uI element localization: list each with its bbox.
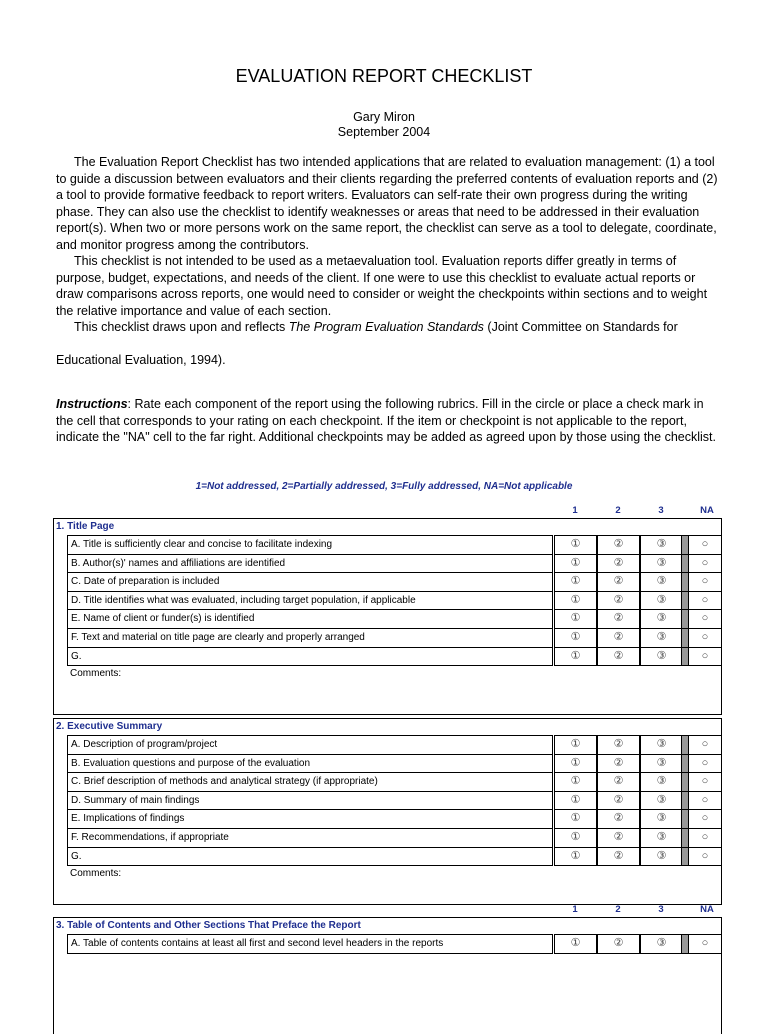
rating-3-cell[interactable]: ③ <box>640 754 683 774</box>
rating-2-cell[interactable]: ② <box>597 535 640 555</box>
instructions: Instructions: Rate each component of the report using the following rubrics. Fill in the circle or place a check mark in the cell that corresponds to your rating on each checkpoint. If the item or checkpoint is not applicable to the report, indicate the "NA" cell to the far right. Additional checkpoints may be added as agreed upon by those using the checklist. <box>56 397 716 444</box>
separator <box>681 535 689 555</box>
rating-na-cell[interactable]: ○ <box>688 772 722 792</box>
author: Gary Miron <box>353 110 415 124</box>
column-header-na: NA <box>700 904 714 915</box>
rating-2-cell[interactable]: ② <box>597 934 640 954</box>
rating-na-cell[interactable]: ○ <box>688 934 722 954</box>
rating-2-cell[interactable]: ② <box>597 591 640 611</box>
separator <box>681 847 689 867</box>
page-title: EVALUATION REPORT CHECKLIST <box>235 66 533 86</box>
rating-1-cell[interactable]: ① <box>554 772 597 792</box>
rating-2-cell[interactable]: ② <box>597 609 640 629</box>
column-header-2: 2 <box>615 904 621 915</box>
checkpoint-label: D. Summary of main findings <box>67 791 553 811</box>
checkpoint-label: A. Title is sufficiently clear and concise to facilitate indexing <box>67 535 553 555</box>
column-header-na: NA <box>700 505 714 516</box>
separator <box>681 828 689 848</box>
separator <box>681 791 689 811</box>
checkpoint-label: G. <box>67 847 553 867</box>
checkpoint-label: A. Table of contents contains at least all first and second level headers in the reports <box>67 934 553 954</box>
comments-label: Comments: <box>70 868 122 880</box>
rating-2-cell[interactable]: ② <box>597 735 640 755</box>
column-header-2: 2 <box>615 505 621 516</box>
date: September 2004 <box>337 125 431 139</box>
comments-label: Comments: <box>70 668 122 680</box>
rating-1-cell[interactable]: ① <box>554 735 597 755</box>
separator <box>681 754 689 774</box>
separator <box>681 572 689 592</box>
rating-3-cell[interactable]: ③ <box>640 647 683 667</box>
rating-3-cell[interactable]: ③ <box>640 554 683 574</box>
rating-na-cell[interactable]: ○ <box>688 791 722 811</box>
rating-3-cell[interactable]: ③ <box>640 572 683 592</box>
intro-paragraph-3: This checklist draws upon and reflects The Program Evaluation Standards (Joint Committee on Standards for <box>74 320 678 334</box>
rating-na-cell[interactable]: ○ <box>688 535 722 555</box>
separator <box>681 809 689 829</box>
checkpoint-label: B. Author(s)' names and affiliations are identified <box>67 554 553 574</box>
rating-na-cell[interactable]: ○ <box>688 754 722 774</box>
intro-paragraph-3-cont: Educational Evaluation, 1994). <box>56 353 226 367</box>
rating-1-cell[interactable]: ① <box>554 609 597 629</box>
rating-1-cell[interactable]: ① <box>554 828 597 848</box>
separator <box>681 934 689 954</box>
checkpoint-label: C. Date of preparation is included <box>67 572 553 592</box>
rating-1-cell[interactable]: ① <box>554 809 597 829</box>
section-title: 2. Executive Summary <box>56 721 163 732</box>
rating-na-cell[interactable]: ○ <box>688 591 722 611</box>
rating-1-cell[interactable]: ① <box>554 572 597 592</box>
separator <box>681 628 689 648</box>
rating-2-cell[interactable]: ② <box>597 809 640 829</box>
rating-na-cell[interactable]: ○ <box>688 572 722 592</box>
rating-3-cell[interactable]: ③ <box>640 735 683 755</box>
column-header-3: 3 <box>658 505 664 516</box>
section-title: 1. Title Page <box>56 521 115 532</box>
rating-2-cell[interactable]: ② <box>597 572 640 592</box>
separator <box>681 772 689 792</box>
rating-3-cell[interactable]: ③ <box>640 772 683 792</box>
rating-1-cell[interactable]: ① <box>554 591 597 611</box>
section-title: 3. Table of Contents and Other Sections That Preface the Report <box>56 920 361 931</box>
rating-3-cell[interactable]: ③ <box>640 791 683 811</box>
rating-legend: 1=Not addressed, 2=Partially addressed, 3=Fully addressed, NA=Not applicable <box>195 481 573 492</box>
rating-na-cell[interactable]: ○ <box>688 828 722 848</box>
checkpoint-label: E. Implications of findings <box>67 809 553 829</box>
rating-3-cell[interactable]: ③ <box>640 934 683 954</box>
checkpoint-label: G. <box>67 647 553 667</box>
separator <box>681 591 689 611</box>
column-header-3: 3 <box>658 904 664 915</box>
rating-3-cell[interactable]: ③ <box>640 535 683 555</box>
rating-na-cell[interactable]: ○ <box>688 554 722 574</box>
checkpoint-label: D. Title identifies what was evaluated, including target population, if applicable <box>67 591 553 611</box>
intro-paragraph-1: The Evaluation Report Checklist has two intended applications that are related to evaluation management: (1) a tool to guide a discussion between evaluators and their clients regarding the preferred contents of evaluation reports and (2) a tool to provide formative feedback to report writers. Evaluators can self-rate their own progress during the writing phase. They can also use the checklist to identify weaknesses or areas that need to be addressed in their evaluation report(s). When two or more persons work on the same report, the checklist can serve as a tool to delegate, coordinate, and monitor progress among the contributors. <box>56 155 718 252</box>
checkpoint-label: A. Description of program/project <box>67 735 553 755</box>
rating-na-cell[interactable]: ○ <box>688 809 722 829</box>
column-header-1: 1 <box>572 505 578 516</box>
rating-3-cell[interactable]: ③ <box>640 628 683 648</box>
rating-2-cell[interactable]: ② <box>597 754 640 774</box>
rating-1-cell[interactable]: ① <box>554 847 597 867</box>
rating-2-cell[interactable]: ② <box>597 791 640 811</box>
rating-3-cell[interactable]: ③ <box>640 591 683 611</box>
rating-3-cell[interactable]: ③ <box>640 809 683 829</box>
checkpoint-label: C. Brief description of methods and analytical strategy (if appropriate) <box>67 772 553 792</box>
rating-3-cell[interactable]: ③ <box>640 609 683 629</box>
rating-na-cell[interactable]: ○ <box>688 609 722 629</box>
rating-1-cell[interactable]: ① <box>554 934 597 954</box>
separator <box>681 554 689 574</box>
rating-1-cell[interactable]: ① <box>554 791 597 811</box>
rating-1-cell[interactable]: ① <box>554 535 597 555</box>
rating-1-cell[interactable]: ① <box>554 628 597 648</box>
separator <box>681 647 689 667</box>
rating-3-cell[interactable]: ③ <box>640 847 683 867</box>
rating-1-cell[interactable]: ① <box>554 754 597 774</box>
rating-2-cell[interactable]: ② <box>597 847 640 867</box>
column-header-1: 1 <box>572 904 578 915</box>
checkpoint-label: B. Evaluation questions and purpose of the evaluation <box>67 754 553 774</box>
rating-na-cell[interactable]: ○ <box>688 647 722 667</box>
rating-1-cell[interactable]: ① <box>554 554 597 574</box>
rating-na-cell[interactable]: ○ <box>688 735 722 755</box>
checkpoint-label: E. Name of client or funder(s) is identified <box>67 609 553 629</box>
rating-na-cell[interactable]: ○ <box>688 847 722 867</box>
rating-2-cell[interactable]: ② <box>597 628 640 648</box>
separator <box>681 609 689 629</box>
intro-paragraph-2: This checklist is not intended to be used as a metaevaluation tool. Evaluation reports differ greatly in terms of purpose, budget, expectations, and needs of the client. If one were to use this checklist to evaluate actual reports or draw comparisons across reports, one would need to consider or weight the checkpoints within sections and to weight the relative importance and value of each section. <box>56 254 708 318</box>
checkpoint-label: F. Recommendations, if appropriate <box>67 828 553 848</box>
rating-2-cell[interactable]: ② <box>597 828 640 848</box>
separator <box>681 735 689 755</box>
rating-3-cell[interactable]: ③ <box>640 828 683 848</box>
rating-2-cell[interactable]: ② <box>597 772 640 792</box>
rating-na-cell[interactable]: ○ <box>688 628 722 648</box>
rating-1-cell[interactable]: ① <box>554 647 597 667</box>
checkpoint-label: F. Text and material on title page are clearly and properly arranged <box>67 628 553 648</box>
rating-2-cell[interactable]: ② <box>597 554 640 574</box>
rating-2-cell[interactable]: ② <box>597 647 640 667</box>
